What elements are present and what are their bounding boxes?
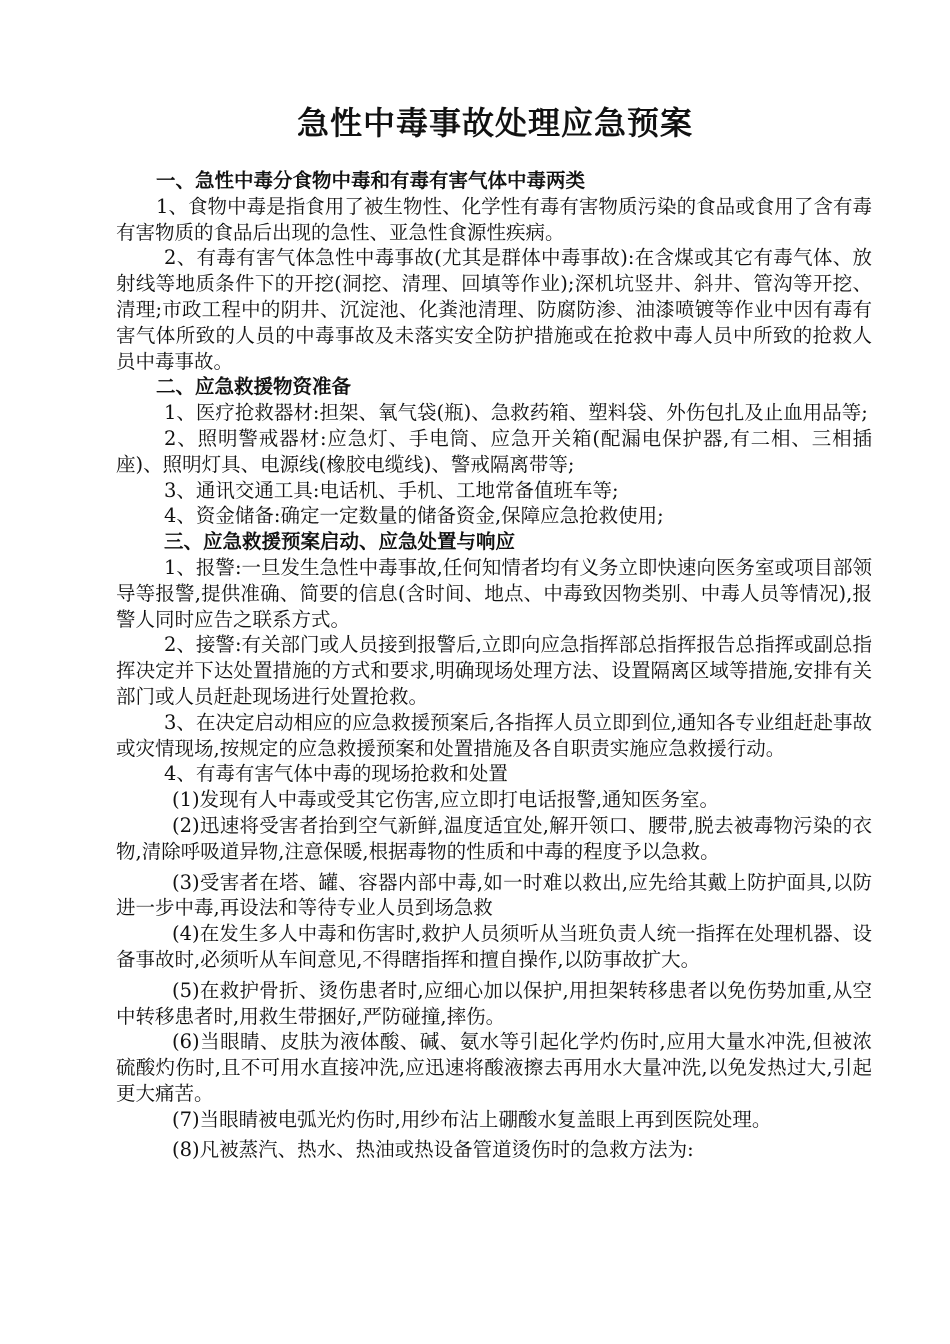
list-item: (7)当眼睛被电弧光灼伤时,用纱布沾上硼酸水复盖眼上再到医院处理。 xyxy=(172,1107,772,1131)
list-item: (5)在救护骨折、烫伤患者时,应细心加以保护,用担架转移患者以免伤势加重,从空中转移患者时,用救生带捆好,严防碰撞,摔伤。 xyxy=(116,978,872,1028)
list-item: (2)迅速将受害者抬到空气新鲜,温度适宜处,解开领口、腰带,脱去被毒物污染的衣物,清除呼吸道异物,注意保暖,根据毒物的性质和中毒的程度予以急救。 xyxy=(116,813,872,863)
paragraph: 1、食物中毒是指食用了被生物性、化学性有毒有害物质污染的食品或食用了含有毒有害物质的食品后出现的急性、亚急性食源性疾病。 xyxy=(116,194,872,244)
paragraph: 4、有毒有害气体中毒的现场抢救和处置 xyxy=(164,762,508,786)
paragraph: 2、接警:有关部门或人员接到报警后,立即向应急指挥部总指挥报告总指挥或副总指挥决定并下达处置措施的方式和要求,明确现场处理方法、设置隔离区域等措施,安排有关部门或人员赶赴现场进行处置抢救。 xyxy=(116,633,872,708)
document-title: 急性中毒事故处理应急预案 xyxy=(296,104,693,142)
list-item: (3)受害者在塔、罐、容器内部中毒,如一时难以救出,应先给其戴上防护面具,以防进一步中毒,再设法和等待专业人员到场急救 xyxy=(116,870,872,920)
paragraph: 2、有毒有害气体急性中毒事故(尤其是群体中毒事故):在含煤或其它有毒气体、放射线等地质条件下的开挖(洞挖、清理、回填等作业);深机坑竖井、斜井、管沟等开挖、清理;市政工程中的阴井、沉淀池、化粪池清理、防腐防渗、油漆喷镀等作业中因有毒有害气体所致的人员的中毒事故及未落实安全防护措施或在抢救中毒人员中所致的抢救人员中毒事故。 xyxy=(116,246,872,373)
list-item: (8)凡被蒸汽、热水、热油或热设备管道烫伤时的急救方法为: xyxy=(172,1138,694,1162)
section-3-heading: 三、应急救援预案启动、应急处置与响应 xyxy=(164,530,516,554)
paragraph: 2、照明警戒器材:应急灯、手电筒、应急开关箱(配漏电保护器,有二相、三相插座)、照明灯具、电源线(橡胶电缆线)、警戒隔离带等; xyxy=(116,426,872,476)
paragraph: 4、资金储备:确定一定数量的储备资金,保障应急抢救使用; xyxy=(164,504,664,528)
list-item: (6)当眼睛、皮肤为液体酸、碱、氨水等引起化学灼伤时,应用大量水冲洗,但被浓硫酸灼伤时,且不可用水直接冲洗,应迅速将酸液擦去再用水大量冲洗,以免发热过大,引起更大痛苦。 xyxy=(116,1030,872,1105)
paragraph: 3、在决定启动相应的应急救援预案后,各指挥人员立即到位,通知各专业组赶赴事故或灾情现场,按规定的应急救援预案和处置措施及各自职责实施应急救援行动。 xyxy=(116,710,872,760)
list-item: (4)在发生多人中毒和伤害时,救护人员须听从当班负责人统一指挥在处理机器、设备事故时,必须听从车间意见,不得瞎指挥和擅自操作,以防事故扩大。 xyxy=(116,922,872,971)
paragraph: 1、报警:一旦发生急性中毒事故,任何知情者均有义务立即快速向医务室或项目部领导等报警,提供准确、简要的信息(含时间、地点、中毒致因物类别、中毒人员等情况),报警人同时应告之联系方式。 xyxy=(116,555,872,631)
section-1-heading: 一、急性中毒分食物中毒和有毒有害气体中毒两类 xyxy=(156,169,586,192)
section-2-heading: 二、应急救援物资准备 xyxy=(156,375,352,399)
paragraph: 1、医疗抢救器材:担架、氧气袋(瓶)、急救药箱、塑料袋、外伤包扎及止血用品等; xyxy=(164,401,868,425)
document-body xyxy=(116,168,872,1163)
paragraph: 3、通讯交通工具:电话机、手机、工地常备值班车等; xyxy=(164,478,619,502)
list-item: (1)发现有人中毒或受其它伤害,应立即打电话报警,通知医务室。 xyxy=(172,788,720,812)
